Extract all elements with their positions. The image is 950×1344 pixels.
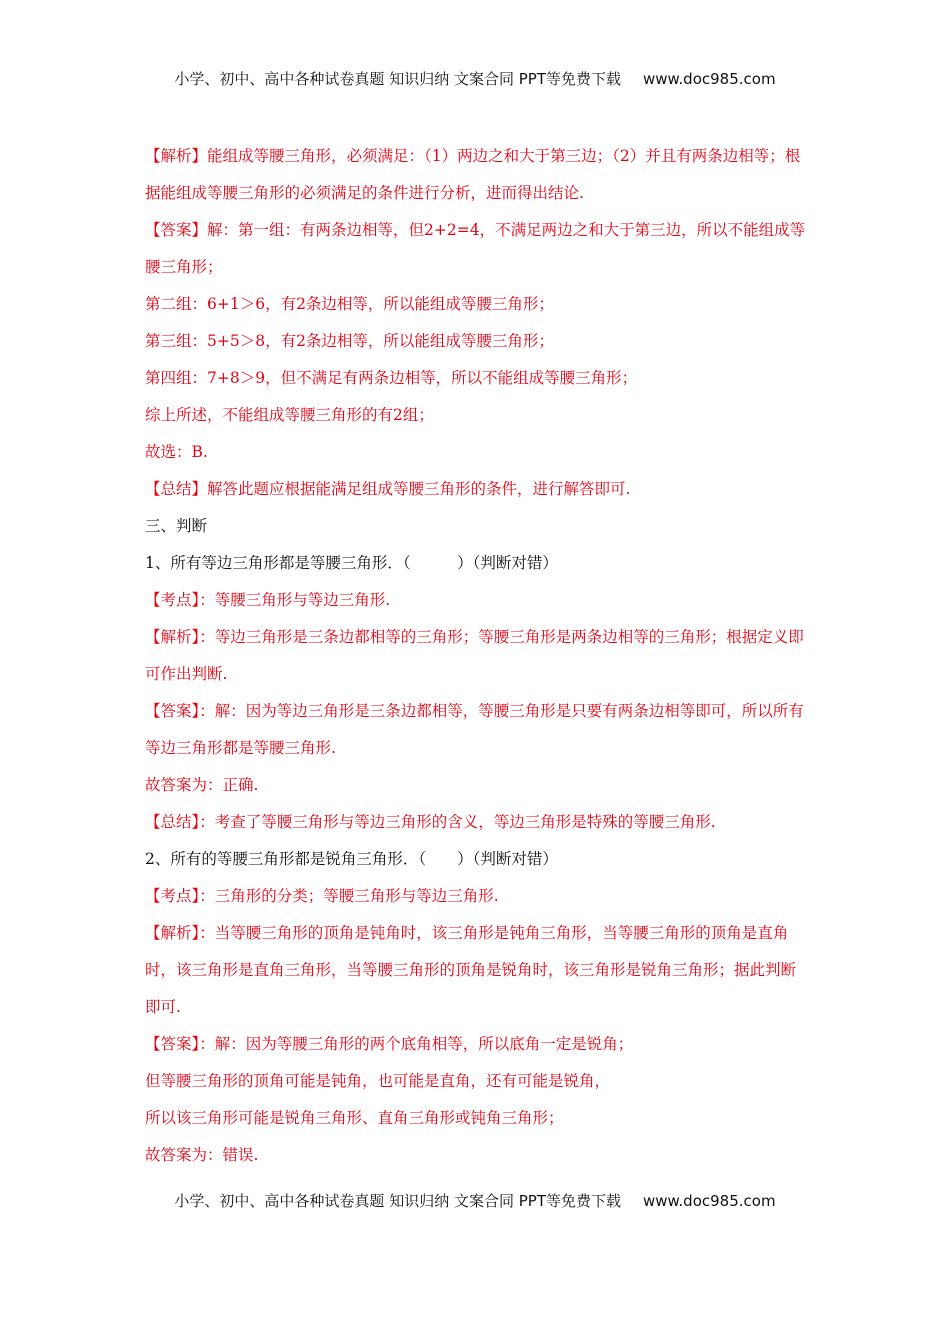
summary-tag: 【总结】 (145, 813, 200, 831)
summary-text: 解答此题应根据能满足组成等腰三角形的条件，进行解答即可. (207, 480, 631, 498)
page-footer (0, 1190, 950, 1211)
block1-answer (145, 212, 810, 286)
header-site[interactable]: www.doc985.com (642, 70, 776, 88)
answer-tag: 【答案】 (145, 702, 200, 720)
block1-summary (145, 471, 810, 508)
page-header (0, 68, 950, 89)
block1-analysis (145, 138, 810, 212)
answer-text: ：解：因为等腰三角形的两个底角相等，所以底角一定是锐角； (199, 1035, 634, 1053)
point-text: ：三角形的分类；等腰三角形与等边三角形. (199, 887, 499, 905)
q1-question: 1、所有等边三角形都是等腰三角形．（ ）（判断对错） (145, 554, 558, 572)
analysis-text: 能组成等腰三角形，必须满足：（1）两边之和大于第三边；（2）并且有两条边相等；根据能组成等腰三角形的必须满足的条件进行分析，进而得出结论. (145, 147, 801, 202)
block1-choice: 故选：B. (145, 443, 208, 461)
q1-answer (145, 693, 810, 767)
q2-point (145, 878, 810, 915)
header-text: 小学、初中、高中各种试卷真题 知识归纳 文案合同 PPT等免费下载 (174, 70, 621, 88)
answer-tag: 【答案】 (145, 1035, 200, 1053)
point-tag: 【考点】 (145, 887, 200, 905)
section-title: 三、判断 (145, 517, 208, 535)
q2-analysis (145, 915, 810, 1026)
block1-conclusion: 综上所述，不能组成等腰三角形的有2组； (145, 406, 434, 424)
analysis-text: ：当等腰三角形的顶角是钝角时，该三角形是钝角三角形，当等腰三角形的顶角是直角时，该三角形是直角三角形，当等腰三角形的顶角是锐角时，该三角形是锐角三角形；据此判断即可. (145, 924, 797, 1016)
q2-line3: 所以该三角形可能是锐角三角形、直角三角形或钝角三角形； (145, 1109, 564, 1127)
q1-summary (145, 804, 810, 841)
block1-group3: 第三组：5+5＞8，有2条边相等，所以能组成等腰三角形； (145, 332, 554, 350)
q2-question: 2、所有的等腰三角形都是锐角三角形．（ ）（判断对错） (145, 850, 558, 868)
point-text: ：等腰三角形与等边三角形. (199, 591, 391, 609)
footer-text: 小学、初中、高中各种试卷真题 知识归纳 文案合同 PPT等免费下载 (174, 1192, 621, 1210)
analysis-tag: 【解析】 (145, 628, 200, 646)
block1-group2: 第二组：6+1＞6，有2条边相等，所以能组成等腰三角形； (145, 295, 554, 313)
q2-answer (145, 1026, 810, 1063)
q1-final: 故答案为：正确. (145, 776, 259, 794)
analysis-tag: 【解析】 (145, 147, 208, 165)
block1-group4: 第四组：7+8＞9，但不满足有两条边相等，所以不能组成等腰三角形； (145, 369, 638, 387)
answer-tag: 【答案】 (145, 221, 208, 239)
document-body (145, 138, 810, 1174)
analysis-text: ：等边三角形是三条边都相等的三角形；等腰三角形是两条边相等的三角形；根据定义即可作出判断. (145, 628, 804, 683)
q1-point (145, 582, 810, 619)
q1-analysis (145, 619, 810, 693)
summary-text: ：考查了等腰三角形与等边三角形的含义，等边三角形是特殊的等腰三角形. (199, 813, 716, 831)
summary-tag: 【总结】 (145, 480, 208, 498)
answer-text: 解：第一组：有两条边相等，但2+2=4，不满足两边之和大于第三边，所以不能组成等腰三角形； (145, 221, 806, 276)
point-tag: 【考点】 (145, 591, 200, 609)
analysis-tag: 【解析】 (145, 924, 200, 942)
footer-site[interactable]: www.doc985.com (642, 1192, 776, 1210)
q2-final: 故答案为：错误. (145, 1146, 259, 1164)
q2-line2: 但等腰三角形的顶角可能是钝角，也可能是直角，还有可能是锐角， (145, 1072, 611, 1090)
answer-text: ：解：因为等边三角形是三条边都相等，等腰三角形是只要有两条边相等即可，所以所有等边三角形都是等腰三角形. (145, 702, 804, 757)
